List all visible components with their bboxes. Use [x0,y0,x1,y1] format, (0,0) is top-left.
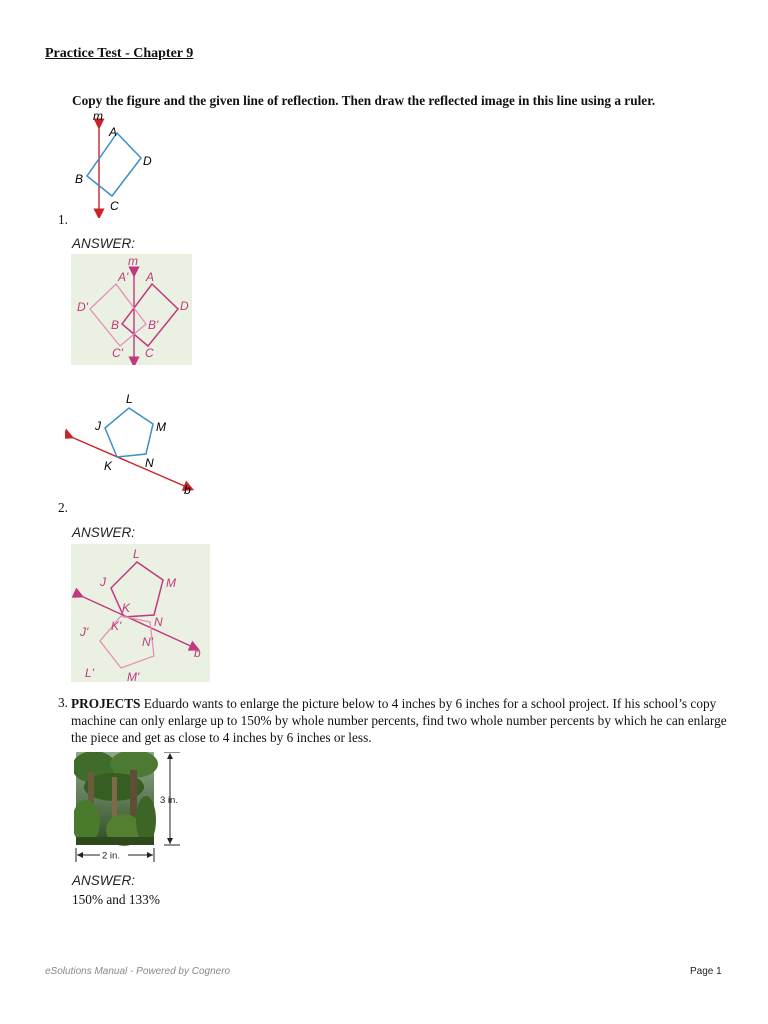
q2-number: 2. [58,500,68,515]
q2-answer-label-n: N [154,615,163,629]
q1-answer-label-d: D [180,299,189,313]
q2-label-l: L [126,392,133,406]
q3-photo-figure [74,752,186,864]
q1-answer-label-c: C [145,346,154,360]
q1-answer-label-dprime: D' [77,300,88,314]
q2-answer-label-l: L [133,547,140,561]
q1-label-m: m [93,109,103,123]
footer-publisher: eSolutions Manual - Powered by Cognero [45,966,231,977]
width-label: 2 in. [102,850,120,862]
q1-answer-label-b: B [111,318,120,332]
q2-answer-label-nprime: N' [142,635,153,649]
q3-body: Eduardo wants to enlarge the picture below to 4 inches by 6 inches for a school project. If his school’s copy machine can only enlarge up to 150% by whole number percents, find two whole number percents by which he can enlarge the piece and get as close to 4 inches by 6 inches or less. [71,696,727,745]
q2-answer-label-j: J [100,575,106,589]
q2-answer-label-lprime: L' [85,666,94,680]
q2-line-b [69,436,189,488]
footer-page-number: Page 1 [690,966,722,977]
q1-number: 1. [58,212,68,227]
q2-answer-label-mprime: M' [127,670,140,682]
q1-label-c: C [110,199,119,213]
q1-answer-label-cprime: C' [112,346,123,360]
q1-quadrilateral [87,133,141,196]
q2-label-n: N [145,456,154,470]
q1-figure [68,108,168,218]
q2-answer-label: ANSWER: [72,525,136,540]
q3-heading: PROJECTS [71,696,141,711]
q2-figure [65,390,195,500]
q3-answer-text: 150% and 133% [72,892,160,907]
q2-answer-label-kprime: K' [111,619,122,633]
q2-label-m: M [156,420,166,434]
instruction-text: Copy the figure and the given line of reflection. Then draw the reflected image in this line using a ruler. [72,93,656,108]
q1-answer-label-a: A [146,270,155,284]
q2-label-k: K [104,459,113,473]
q2-answer-label-b: b [194,646,201,660]
q3-text [71,695,731,746]
q1-label-d: D [143,154,152,168]
q2-answer-label-m: M [166,576,176,590]
page-title: Practice Test - Chapter 9 [45,46,194,61]
q2-label-j: J [95,419,101,433]
q1-label-a: A [109,125,118,139]
q1-answer-label-m: m [128,254,138,268]
q3-number: 3. [58,695,68,710]
q1-answer-label: ANSWER: [72,236,136,251]
height-label: 3 in. [160,795,178,806]
q2-answer-label-jprime: J' [80,625,89,639]
forest-photo [74,752,158,846]
q1-answer-label-aprime: A' [118,270,129,284]
q1-label-b: B [75,172,84,186]
q2-answer-figure [71,544,210,682]
q2-pentagon [105,408,153,457]
q1-answer-label-bprime: B' [148,318,159,332]
q1-answer-figure [71,254,192,365]
q2-answer-label-k: K [122,601,131,615]
q3-answer-label: ANSWER: [72,873,136,888]
q2-label-b: b [184,483,191,497]
